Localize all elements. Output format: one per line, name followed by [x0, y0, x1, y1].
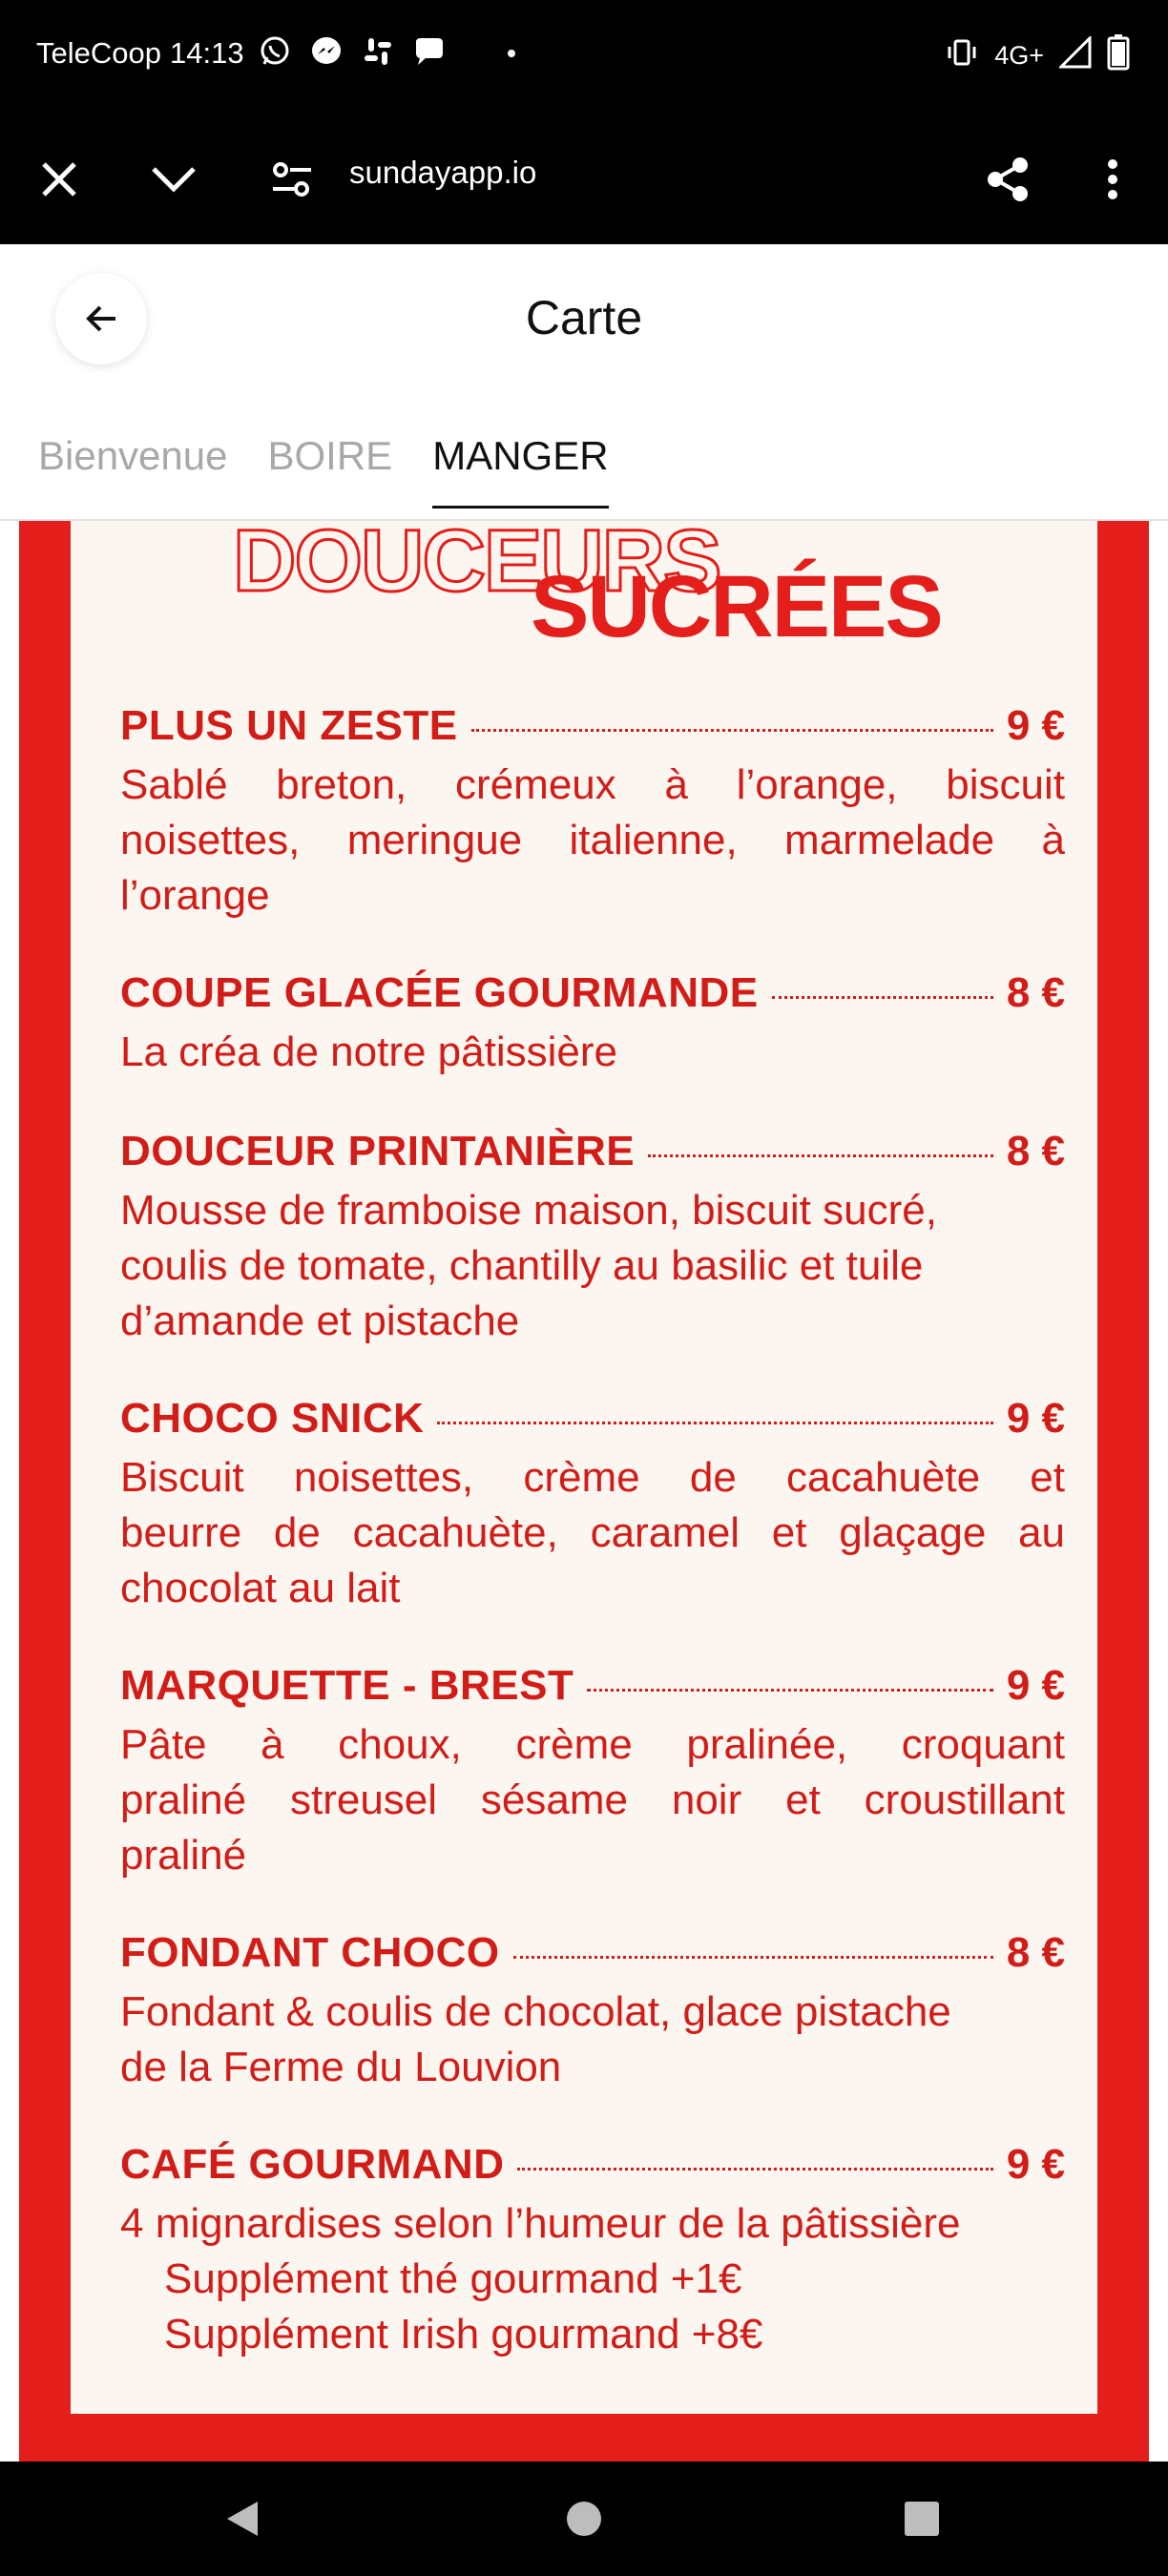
description-line: praliné	[120, 1832, 247, 1879]
nav-home-icon[interactable]	[555, 2490, 613, 2547]
menu-title-fill: SUCRÉES	[531, 558, 942, 655]
more-options-icon[interactable]	[1082, 149, 1143, 210]
carrier-name: TeleCoop	[36, 36, 161, 70]
tab-manger[interactable]: MANGER	[432, 433, 608, 509]
item-name: PLUS UN ZESTE	[120, 702, 458, 749]
status-bar	[0, 0, 1168, 113]
menu-item	[120, 1128, 1065, 1349]
share-icon[interactable]	[977, 149, 1038, 210]
description-line: La créa de notre pâtissière	[120, 1028, 617, 1075]
slack-icon	[359, 32, 397, 71]
description-line: 4 mignardises selon l’humeur de la pâtissière	[120, 2200, 961, 2247]
item-price: 9 €	[1006, 702, 1065, 749]
app-header	[0, 244, 1168, 521]
item-price: 8 €	[1006, 1929, 1065, 1976]
item-description	[120, 1025, 1065, 1080]
description-line: Sablé breton, crémeux à l’orange, biscuit	[120, 761, 1065, 808]
description-line: noisettes, meringue italienne, marmelade à	[120, 817, 1065, 863]
dotted-leader	[648, 1154, 993, 1157]
tab-bienvenue[interactable]: Bienvenue	[38, 433, 228, 478]
menu-item	[120, 1929, 1065, 2095]
description-line: Biscuit noisettes, crème de cacahuète et	[120, 1454, 1065, 1501]
menu-item	[120, 1662, 1065, 1883]
vibrate-icon	[945, 35, 979, 76]
description-line: Mousse de framboise maison, biscuit sucré,	[120, 1187, 937, 1234]
item-name: DOUCEUR PRINTANIÈRE	[120, 1128, 636, 1174]
item-name: FONDANT CHOCO	[120, 1929, 500, 1976]
item-name: CHOCO SNICK	[120, 1395, 425, 1442]
network-type: 4G+	[994, 41, 1044, 70]
item-price: 8 €	[1006, 1128, 1065, 1174]
close-icon[interactable]	[29, 149, 90, 210]
description-line: chocolat au lait	[120, 1565, 401, 1611]
menu-item	[120, 969, 1065, 1080]
nav-recents-icon[interactable]	[893, 2490, 950, 2547]
item-description	[120, 1183, 1065, 1349]
signal-icon	[1059, 36, 1092, 75]
item-price: 8 €	[1006, 969, 1065, 1016]
nav-back-icon[interactable]	[214, 2490, 271, 2547]
menu-title-outline: DOUCEURS	[233, 521, 720, 610]
item-price: 9 €	[1006, 2141, 1065, 2188]
item-description	[120, 1984, 1065, 2095]
description-line: d’amande et pistache	[120, 1298, 520, 1344]
dotted-leader	[587, 1689, 992, 1692]
more-notifications-dot	[508, 50, 515, 57]
item-description	[120, 2196, 1065, 2252]
battery-icon	[1107, 34, 1130, 77]
tab-bar	[38, 433, 609, 509]
item-name: CAFÉ GOURMAND	[120, 2141, 505, 2188]
item-description	[120, 1717, 1065, 1883]
browser-toolbar	[0, 113, 1168, 244]
page-title: Carte	[525, 291, 643, 344]
dotted-leader	[471, 729, 993, 732]
item-price: 9 €	[1006, 1662, 1065, 1709]
description-line: de la Ferme du Louvion	[120, 2044, 562, 2090]
whatsapp-icon	[256, 32, 294, 71]
dotted-leader	[772, 996, 993, 999]
menu-item	[120, 1395, 1065, 1616]
chevron-down-icon[interactable]	[143, 149, 204, 210]
url-bar[interactable]: sundayapp.io	[349, 155, 537, 190]
description-line: praliné streusel sésame noir et croustillant	[120, 1776, 1065, 1823]
description-line: coulis de tomate, chantilly au basilic et tuile	[120, 1242, 924, 1289]
item-description	[120, 758, 1065, 924]
system-nav-bar	[0, 2462, 1168, 2576]
item-name: COUPE GLACÉE GOURMANDE	[120, 969, 759, 1016]
description-line: Fondant & coulis de chocolat, glace pistache	[120, 1988, 951, 2035]
supplement-line: Supplément Irish gourmand +8€	[164, 2311, 763, 2358]
description-line: beurre de cacahuète, caramel et glaçage au	[120, 1509, 1065, 1556]
dotted-leader	[517, 2168, 992, 2171]
menu-item	[120, 2141, 1065, 2362]
item-name: MARQUETTE - BREST	[120, 1662, 574, 1709]
site-settings-icon[interactable]	[261, 149, 323, 210]
supplement-line: Supplément thé gourmand +1€	[164, 2255, 742, 2302]
description-line: Pâte à choux, crème pralinée, croquant	[120, 1721, 1065, 1768]
notification-icons	[256, 32, 448, 71]
dotted-leader	[437, 1422, 992, 1424]
dotted-leader	[513, 1956, 993, 1959]
tab-boire[interactable]: BOIRE	[267, 433, 393, 478]
item-price: 9 €	[1006, 1395, 1065, 1442]
item-description	[120, 1450, 1065, 1616]
description-line: l’orange	[120, 872, 270, 919]
messenger-icon	[307, 32, 345, 71]
chat-icon	[410, 32, 448, 71]
clock: 14:13	[170, 36, 244, 70]
menu-card	[71, 521, 1097, 2414]
system-indicators	[945, 34, 1130, 77]
menu-item	[120, 702, 1065, 924]
